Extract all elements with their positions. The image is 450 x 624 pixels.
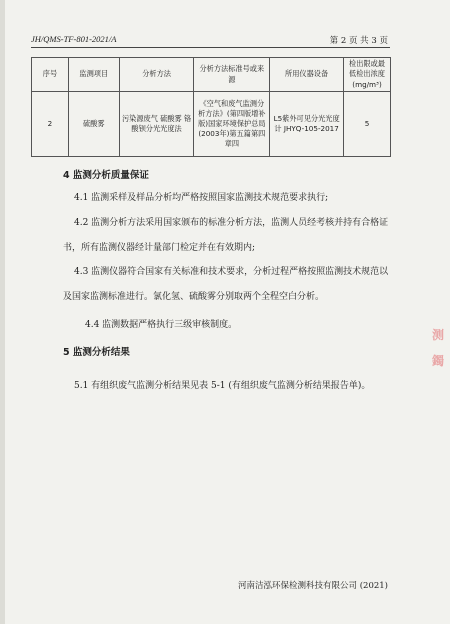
doc-code: JH/QMS-TF-801-2021/A bbox=[31, 34, 117, 44]
page-edge bbox=[0, 0, 5, 624]
section-4-2: 4.2 监测分析方法采用国家颁布的标准分析方法，监测人员经考核并持有合格证书，所有监测仪器经计量部门检定并在有效期内; bbox=[63, 218, 389, 253]
header-rule bbox=[31, 47, 390, 48]
footer-company: 河南洁泓环保检测科技有限公司 (2021) bbox=[238, 581, 388, 591]
cell-instrument: L5紫外可见分光光度计 JHYQ-105-2017 bbox=[270, 92, 344, 157]
section-5-title: 5 监测分析结果 bbox=[63, 347, 130, 358]
cell-method: 污染源废气 硫酸雾 铬酸钡分光光度法 bbox=[119, 92, 194, 157]
table-header-row bbox=[32, 58, 391, 92]
section-4-3: 4.3 监测仪器符合国家有关标准和技术要求，分析过程严格按照监测技术规范以及国家监测标准进行。氯化氢、硫酸雾分别取两个全程空白分析。 bbox=[63, 267, 389, 302]
method-table bbox=[31, 57, 391, 157]
section-5-1: 5.1 有组织废气监测分析结果见表 5-1 (有组织废气监测分析结果报告单)。 bbox=[74, 381, 371, 391]
stamp-fragment: 测 bbox=[432, 328, 445, 342]
col-header-instrument: 所用仪器设备 bbox=[270, 58, 344, 92]
table-row bbox=[32, 92, 391, 157]
section-4-title: 4 监测分析质量保证 bbox=[63, 170, 149, 181]
col-header-detection-limit: 检出限或最低检出浓度(mg/m³) bbox=[344, 58, 391, 92]
page-info: 第 2 页 共 3 页 bbox=[329, 36, 388, 46]
cell-no: 2 bbox=[32, 92, 69, 157]
col-header-method: 分析方法 bbox=[119, 58, 194, 92]
cell-standard: 《空气和废气监测分析方法》(第四版增补版)国家环境保护总局(2003年)第五篇第四章四 bbox=[194, 92, 270, 157]
section-4-4: 4.4 监测数据严格执行三级审核制度。 bbox=[85, 320, 238, 330]
col-header-item: 监测项目 bbox=[68, 58, 119, 92]
col-header-no: 序号 bbox=[32, 58, 69, 92]
cell-detection-limit: 5 bbox=[344, 92, 391, 157]
col-header-standard: 分析方法标准号或来源 bbox=[194, 58, 270, 92]
section-4-1: 4.1 监测采样及样品分析均严格按照国家监测技术规范要求执行; bbox=[74, 193, 329, 203]
stamp-fragment: 鐲 bbox=[432, 354, 445, 368]
cell-item: 硫酸雾 bbox=[68, 92, 119, 157]
